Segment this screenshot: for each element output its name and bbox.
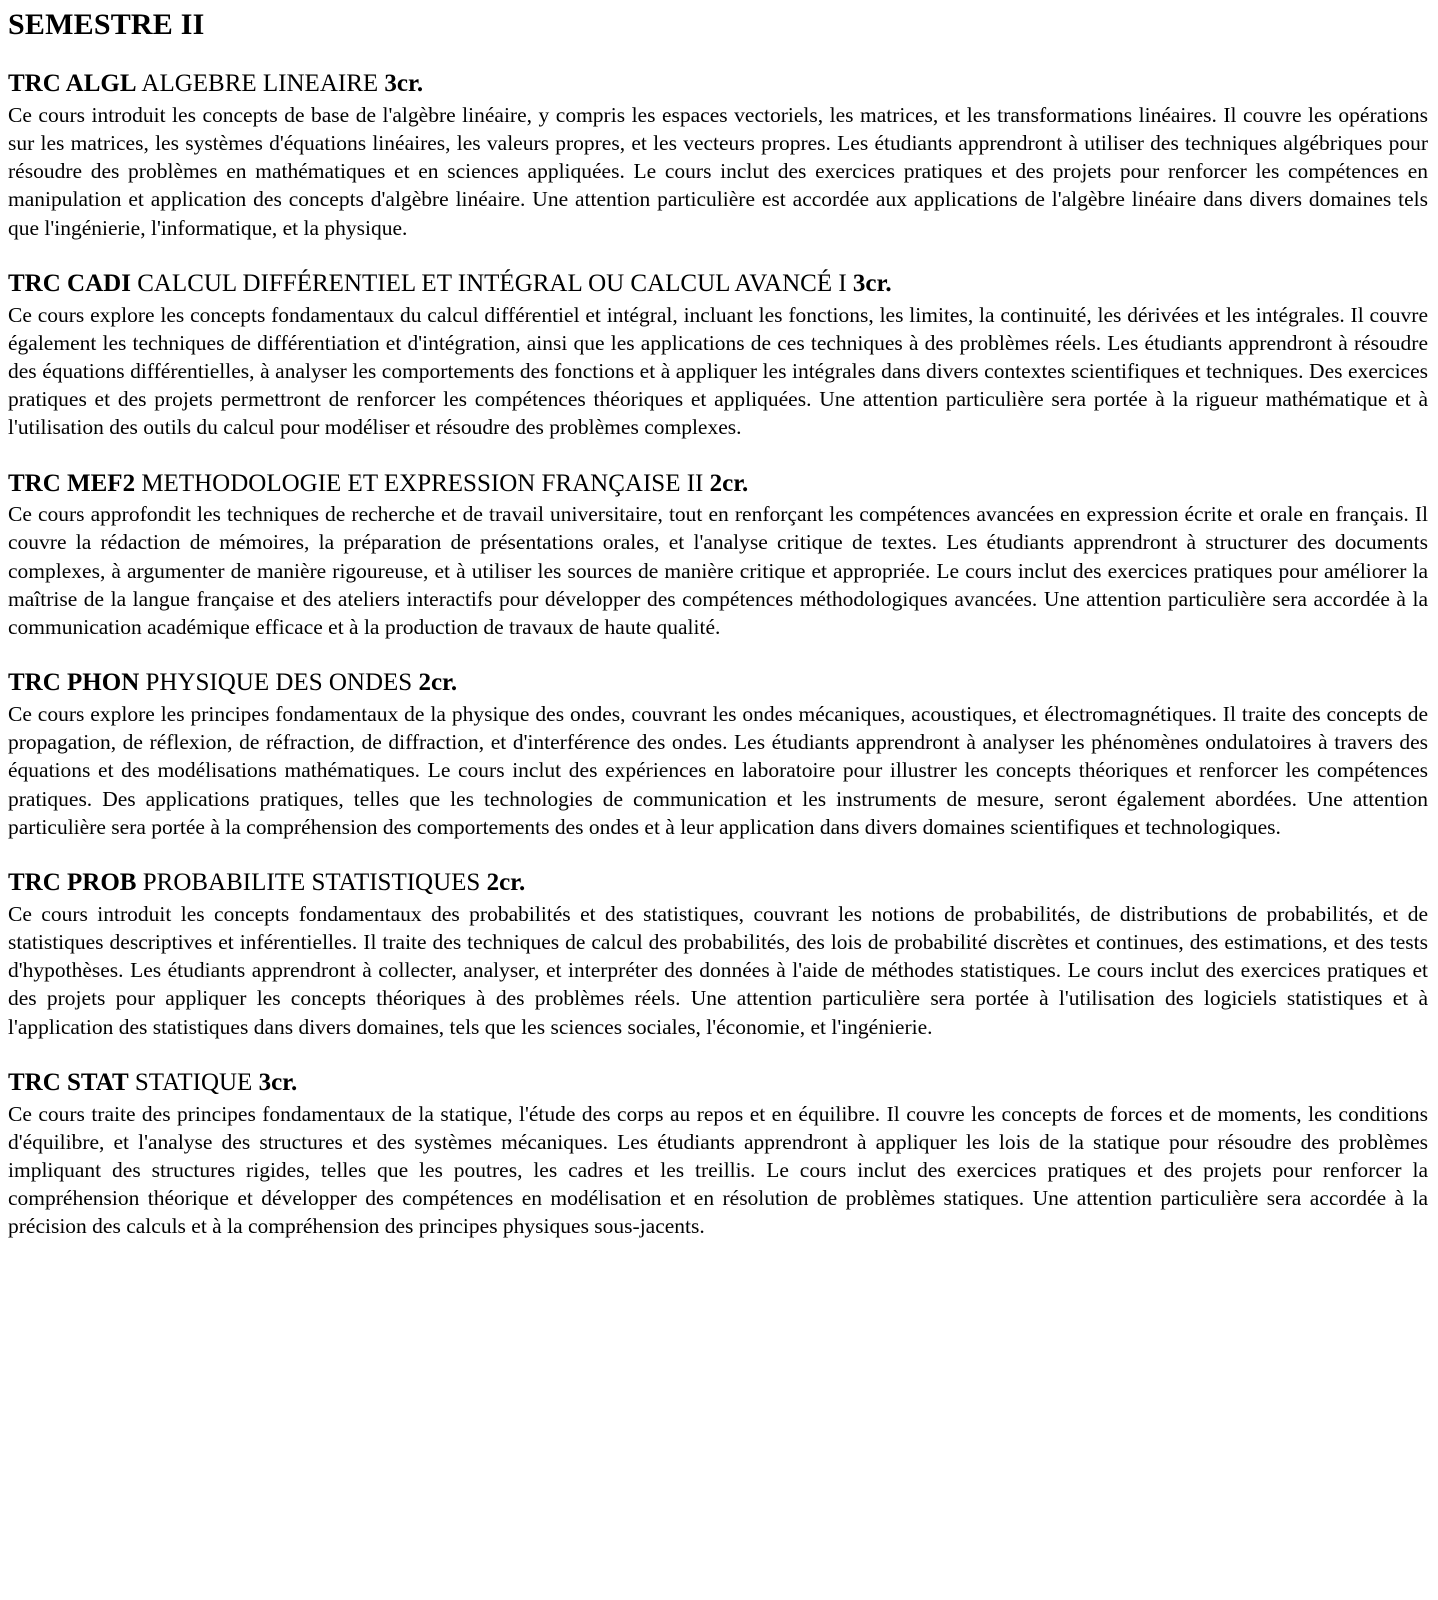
course-title: PROBABILITE STATISTIQUES — [142, 869, 481, 897]
course-description: Ce cours explore les principes fondamentaux de la physique des ondes, couvrant les ondes mécaniques, acoustiques, et électromagnétiques. Il traite des concepts de propagation, de réflexion, de réfraction, de diffraction, et d'interférence des ondes. Les étudiants apprendront à analyser les phénomènes ondulatoires à travers des équations et des modélisations mathématiques. Le cours inclut des expériences en laboratoire pour illustrer les concepts théoriques et renforcer les compétences pratiques. Des applications pratiques, telles que les technologies de communication et les instruments de mesure, seront également abordées. Une attention particulière sera portée à la compréhension des comportements des ondes et à leur application dans divers domaines scientifiques et technologiques. — [8, 702, 1428, 839]
course-code: TRC PHON — [8, 669, 140, 697]
course-section-cadi — [8, 270, 1428, 442]
course-code: TRC STAT — [8, 1068, 129, 1096]
course-section-stat — [8, 1069, 1428, 1241]
course-section-phon — [8, 669, 1428, 841]
course-section-mef2 — [8, 470, 1428, 642]
course-credits: 2cr. — [709, 469, 749, 497]
course-description: Ce cours introduit les concepts fondamentaux des probabilités et des statistiques, couvrant les notions de probabilités, de distributions de probabilités, et de statistiques descriptives et inférentielles. Il traite des techniques de calcul des probabilités, des lois de probabilité discrètes et continues, des estimations, et des tests d'hypothèses. Les étudiants apprendront à collecter, analyser, et interpréter des données à l'aide de méthodes statistiques. Le cours inclut des exercices pratiques et des projets pour appliquer les concepts théoriques à des problèmes réels. Une attention particulière sera portée à l'utilisation des logiciels statistiques et à l'application des statistiques dans divers domaines, tels que les sciences sociales, l'économie, et l'ingénierie. — [8, 901, 1428, 1039]
page-title: SEMESTRE II — [8, 8, 205, 41]
course-title: CALCUL DIFFÉRENTIEL ET INTÉGRAL OU CALCUL AVANCÉ I — [137, 269, 847, 297]
course-section-algl — [8, 70, 1428, 242]
course-code: TRC PROB — [8, 869, 137, 897]
course-title: ALGEBRE LINEAIRE — [141, 70, 379, 97]
course-header — [8, 70, 1428, 99]
course-description: Ce cours approfondit les techniques de recherche et de travail universitaire, tout en renforçant les compétences avancées en expression écrite et orale en français. Il couvre la rédaction de mémoires, la préparation de présentations orales, et l'analyse critique de textes. Les étudiants apprendront à structurer des documents complexes, à argumenter de manière rigoureuse, et à utiliser les sources de manière critique et appropriée. Le cours inclut des exercices pratiques pour améliorer la maîtrise de la langue française et des ateliers interactifs pour développer des compétences méthodologiques avancées. Une attention particulière sera accordée à la communication académique efficace et à la production de travaux de haute qualité. — [8, 502, 1428, 640]
course-section-prob — [8, 869, 1428, 1041]
course-title: PHYSIQUE DES ONDES — [145, 669, 413, 697]
course-header — [8, 669, 1428, 698]
course-credits: 3cr. — [258, 1068, 298, 1096]
course-credits: 2cr. — [486, 869, 526, 897]
course-header — [8, 470, 1428, 499]
course-title: METHODOLOGIE ET EXPRESSION FRANÇAISE II — [141, 469, 704, 497]
course-description: Ce cours introduit les concepts de base de l'algèbre linéaire, y compris les espaces vectoriels, les matrices, et les transformations linéaires. Il couvre les opérations sur les matrices, les systèmes d'équations linéaires, les valeurs propres, et les vecteurs propres. Les étudiants apprendront à utiliser des techniques algébriques pour résoudre des problèmes en mathématiques et en sciences appliquées. Le cours inclut des exercices pratiques et des projets pour renforcer les compétences en manipulation et application des concepts d'algèbre linéaire. Une attention particulière est accordée aux applications de l'algèbre linéaire dans divers domaines tels que l'ingénierie, l'informatique, et la physique. — [8, 102, 1428, 240]
course-code: TRC MEF2 — [8, 469, 136, 497]
course-description: Ce cours traite des principes fondamentaux de la statique, l'étude des corps au repos et en équilibre. Il couvre les concepts de forces et de moments, les conditions d'équilibre, et l'analyse des structures et des systèmes mécaniques. Les étudiants apprendront à appliquer les lois de la statique pour résoudre des problèmes impliquant des structures rigides, telles que les poutres, les cadres et les treillis. Le cours inclut des exercices pratiques et des projets pour renforcer la compréhension théorique et développer des compétences en modélisation et en résolution de problèmes statiques. Une attention particulière sera accordée à la précision des calculs et à la compréhension des principes physiques sous-jacents. — [8, 1101, 1428, 1239]
course-code: TRC CADI — [8, 269, 131, 297]
course-description: Ce cours explore les concepts fondamentaux du calcul différentiel et intégral, incluant les fonctions, les limites, la continuité, les dérivées et les intégrales. Il couvre également les techniques de différentiation et d'intégration, ainsi que les applications de ces techniques à des problèmes réels. Les étudiants apprendront à résoudre des équations différentielles, à analyser les comportements des fonctions et à appliquer les intégrales dans divers contextes scientifiques et techniques. Des exercices pratiques et des projets permettront de renforcer les compétences théoriques et appliquées. Une attention particulière sera portée à la rigueur mathématique et à l'utilisation des outils du calcul pour modéliser et résoudre des problèmes complexes. — [8, 302, 1428, 440]
course-header — [8, 1069, 1428, 1098]
course-credits: 3cr. — [384, 70, 424, 97]
course-credits: 2cr. — [418, 669, 458, 697]
course-code: TRC ALGL — [8, 70, 137, 97]
course-header — [8, 869, 1428, 898]
course-header — [8, 270, 1428, 299]
course-title: STATIQUE — [134, 1068, 253, 1096]
course-credits: 3cr. — [852, 269, 892, 297]
